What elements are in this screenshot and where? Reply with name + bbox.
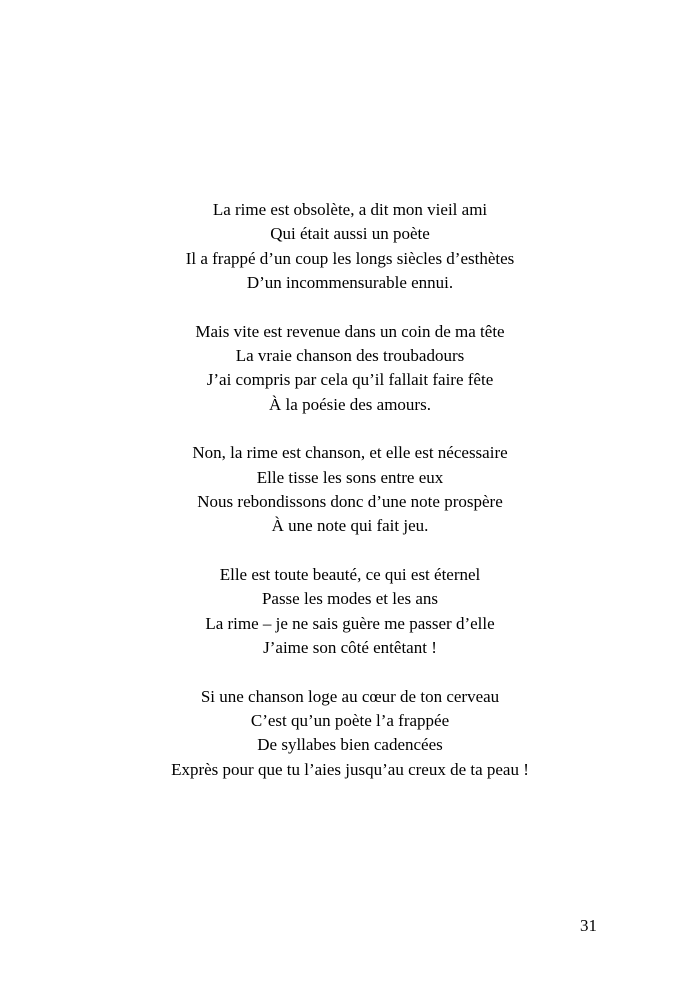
poem-line: Non, la rime est chanson, et elle est nécessaire — [192, 443, 508, 463]
poem-line: Mais vite est revenue dans un coin de ma tête — [195, 321, 505, 341]
poem-line: Passe les modes et les ans — [261, 589, 439, 609]
poem-line: À une note qui fait jeu. — [271, 516, 429, 536]
stanza-1 — [0, 198, 700, 295]
poem-line: Exprès pour que tu l’aies jusqu’au creux de ta peau ! — [171, 759, 529, 779]
poem-line: À la poésie des amours. — [269, 394, 431, 414]
stanza-4 — [0, 563, 700, 660]
poem-line: Elle tisse les sons entre eux — [256, 467, 444, 487]
stanza-2 — [0, 320, 700, 417]
poem-line: La rime – je ne sais guère me passer d’elle — [205, 613, 495, 633]
poem-line: Qui était aussi un poète — [270, 224, 430, 244]
poem-line: C’est qu’un poète l’a frappée — [250, 711, 450, 731]
poem — [0, 198, 700, 806]
poem-line: Il a frappé d’un coup les longs siècles d’esthètes — [185, 248, 515, 268]
poem-line: De syllabes bien cadencées — [257, 735, 443, 755]
poem-line: La vraie chanson des troubadours — [235, 345, 465, 365]
stanza-5 — [0, 685, 700, 782]
poem-line: La rime est obsolète, a dit mon vieil ami — [212, 200, 488, 219]
poem-line: J’ai compris par cela qu’il fallait faire fête — [206, 370, 494, 390]
poem-line: J’aime son côté entêtant ! — [263, 637, 437, 657]
poem-line: Nous rebondissons donc d’une note prospère — [197, 491, 503, 511]
page-number: 31 — [580, 916, 597, 935]
poem-line: Elle est toute beauté, ce qui est éternel — [219, 565, 481, 585]
poem-line: Si une chanson loge au cœur de ton cerveau — [200, 686, 500, 706]
poem-line: D’un incommensurable ennui. — [246, 272, 454, 292]
stanza-3 — [0, 441, 700, 538]
